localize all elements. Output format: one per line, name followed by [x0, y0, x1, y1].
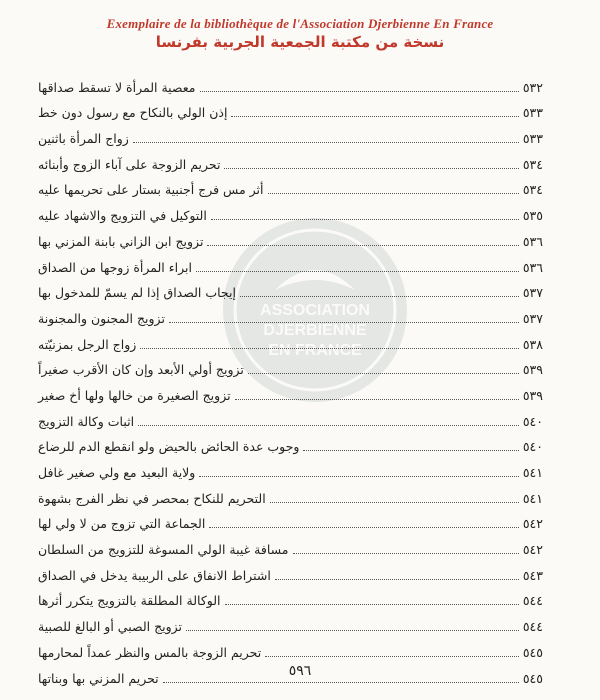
toc-entry-title: مسافة غيبة الولي المسوغة للتزويج من السلطان	[38, 542, 289, 558]
toc-entry	[38, 609, 543, 635]
toc-entry-title: اشتراط الانفاق على الربيبة يدخل في الصداق	[38, 567, 271, 583]
toc-entry-title: تزويج الصبي أو البالغ للصبية	[38, 619, 183, 635]
dot-leader	[275, 579, 519, 580]
dot-leader	[207, 245, 518, 246]
toc-entry	[38, 224, 543, 250]
toc-entry	[38, 481, 543, 507]
toc-entry-title: تزويج المجنون والمجنونة	[38, 310, 165, 326]
toc-entry-page: ٥٤٣	[522, 567, 543, 583]
dot-leader	[248, 373, 519, 374]
toc-entry-page: ٥٣٧	[522, 310, 543, 326]
dot-leader	[163, 682, 519, 683]
toc-entry-page: ٥٤٠	[522, 439, 543, 455]
dot-leader	[265, 656, 519, 657]
toc-entry	[38, 532, 543, 558]
watermark-line-1: ASSOCIATION	[260, 302, 370, 319]
dot-leader	[169, 322, 519, 323]
toc-entry-title: إيجاب الصداق إذا لم يسمّ للمدخول بها	[38, 285, 236, 301]
dot-leader	[240, 296, 519, 297]
toc-entry-title: ولاية البعيد مع ولي صغير غافل	[38, 465, 196, 480]
toc-entry	[38, 147, 543, 173]
dot-leader	[209, 527, 519, 528]
toc-entry	[38, 455, 543, 481]
toc-entry-page: ٥٣٤	[522, 182, 543, 198]
dot-leader	[293, 553, 519, 554]
toc-entry-page: ٥٤٤	[522, 593, 543, 609]
dot-leader	[225, 604, 519, 605]
toc-entry-title: الجماعة التي تزوج من لا ولي لها	[38, 516, 206, 532]
toc-entry-title: أثر مس فرج أجنبية بستار على تحريمها عليه	[38, 182, 264, 198]
toc-entry-title: الوكالة المطلقة بالتزويج يتكرر أثرها	[38, 593, 221, 609]
toc-entry	[38, 430, 543, 456]
header-arabic-line: نسخة من مكتبة الجمعية الجربية بفرنسا	[155, 33, 445, 51]
toc-entry	[38, 96, 543, 122]
dot-leader	[200, 91, 519, 92]
toc-entry-page: ٥٣٤	[522, 156, 543, 172]
dot-leader	[270, 502, 519, 503]
toc-entry-title: تحريم المزني بها وبناتها	[38, 670, 159, 686]
toc-entry	[38, 558, 543, 584]
toc-entry-page: ٥٣٦	[522, 259, 543, 275]
toc-entry	[38, 301, 543, 327]
watermark-line-3: EN FRANCE	[268, 342, 362, 359]
toc-entry-title: تحريم الزوجة بالمس والنظر عمداً لمحارمها	[38, 644, 262, 660]
toc-entry	[38, 353, 543, 379]
toc-entry-title: وجوب عدة الحائض بالحيض ولو انقطع الدم للرضاع	[38, 439, 300, 455]
dot-leader	[231, 116, 518, 117]
watermark-line-2: DJERBIENNE	[263, 322, 367, 339]
dot-leader	[268, 193, 519, 194]
toc-entry	[38, 584, 543, 610]
toc-entry-page: ٥٣٩	[522, 387, 543, 403]
toc-entry-page: ٥٣٨	[522, 336, 543, 352]
toc-entry-page: ٥٤٢	[522, 516, 543, 532]
toc-entry	[38, 507, 543, 533]
toc-entry-title: ابراء المرأة زوجها من الصداق	[38, 259, 192, 275]
toc-entry	[38, 404, 543, 430]
dot-leader	[133, 142, 519, 143]
toc-entry-page: ٥٤٠	[522, 413, 543, 429]
page-number: ٥٩٦	[288, 663, 312, 679]
toc-entry-page: ٥٣٩	[522, 362, 543, 378]
toc-entry-title: تزويج الصغيرة من خالها ولها أخ صغير	[38, 387, 231, 403]
dot-leader	[224, 168, 518, 169]
dot-leader	[199, 476, 519, 477]
toc-entry-page: ٥٣٣	[522, 105, 543, 121]
toc-entry-title: تزويج ابن الزاني بابنة المزني بها	[38, 233, 204, 249]
toc-entry-title: زواج المرأة باثنين	[38, 131, 129, 147]
toc-entry-page: ٥٤١	[522, 490, 543, 506]
toc-entry	[38, 70, 543, 96]
toc-entry-page: ٥٤٥	[522, 644, 543, 660]
table-of-contents	[38, 70, 543, 687]
dot-leader	[196, 271, 519, 272]
toc-entry-page: ٥٣٣	[522, 131, 543, 147]
toc-entry-title: تزويج أولي الأبعد وإن كان الأقرب صغيراً	[38, 362, 244, 378]
toc-entry-page: ٥٤٢	[522, 542, 543, 558]
toc-entry-page: ٥٣٧	[522, 285, 543, 301]
toc-entry	[38, 635, 543, 661]
dot-leader	[303, 450, 518, 451]
toc-entry	[38, 250, 543, 276]
toc-entry	[38, 198, 543, 224]
toc-entry-page: ٥٤٤	[522, 619, 543, 635]
toc-entry	[38, 327, 543, 353]
toc-entry-title: تحريم الزوجة على آباء الزوج وأبنائه	[38, 156, 221, 172]
toc-entry-title: التحريم للنكاح بمحصر في نظر الفرج بشهوة	[38, 490, 266, 506]
dot-leader	[211, 219, 519, 220]
toc-entry-title: التوكيل في التزويج والاشهاد عليه	[38, 208, 207, 224]
dot-leader	[138, 425, 519, 426]
dot-leader	[140, 348, 519, 349]
toc-entry	[38, 378, 543, 404]
toc-entry	[38, 173, 543, 199]
header-french-line: Exemplaire de la bibliothèque de l'Association Djerbienne En France	[106, 16, 494, 31]
toc-entry-title: إذن الولي بالنكاح مع رسول دون خط	[38, 105, 228, 121]
toc-entry-page: ٥٣٥	[522, 208, 543, 224]
toc-entry-page: ٥٣٦	[522, 233, 543, 249]
toc-entry	[38, 121, 543, 147]
toc-entry-title: معصية المرأة لا تسقط صداقها	[38, 79, 196, 95]
dot-leader	[235, 399, 519, 400]
toc-entry-title: اثبات وكالة التزويج	[38, 413, 135, 429]
toc-entry-page: ٥٣٢	[522, 79, 543, 95]
toc-entry	[38, 276, 543, 302]
toc-entry-page: ٥٤٥	[522, 670, 543, 686]
dot-leader	[186, 630, 519, 631]
toc-entry-page: ٥٤١	[522, 465, 543, 480]
toc-entry-title: زواج الرجل بمزنيّته	[38, 336, 137, 352]
